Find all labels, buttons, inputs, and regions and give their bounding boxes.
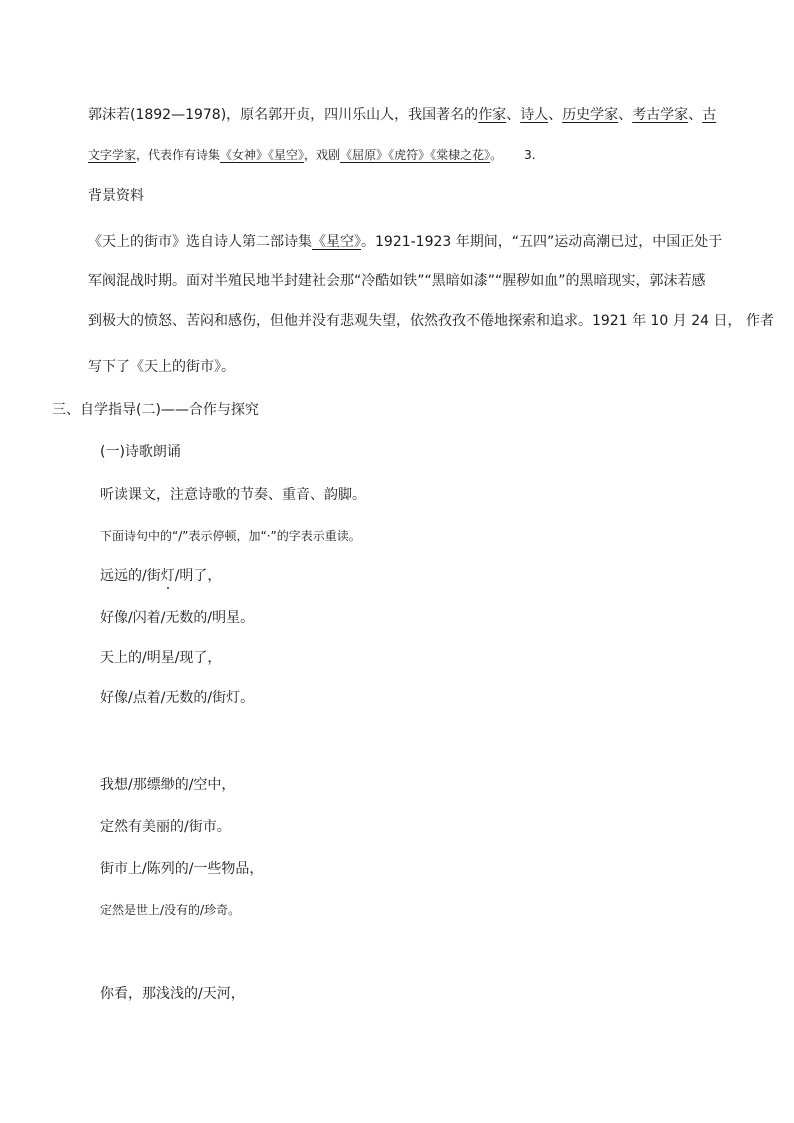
background-line-2: 军阀混战时期。面对半殖民地半封建社会那“冷酷如铁”“黑暗如漆”“腥秽如血”的黑暗现实，郭沫若感: [88, 273, 706, 289]
intro-text: 郭沫若(1892—1978)，原名郭开贞，四川乐山人，我国著名的: [88, 107, 479, 123]
poem-text: 远远的/街: [100, 568, 161, 584]
separator: 、: [618, 107, 633, 123]
poem-line: 街市上/陈列的/一些物品，: [100, 861, 264, 877]
separator: 、: [506, 107, 521, 123]
intro-text: ，代表作有诗集: [136, 148, 221, 162]
poem-line: 定然有美丽的/街市。: [100, 819, 231, 835]
background-text: 《天上的街市》选自诗人第二部诗集: [88, 234, 312, 250]
poem-line: 天上的/明星/现了，: [100, 650, 222, 666]
poetry-works: 《女神》《星空》: [220, 148, 305, 162]
poem-line: 你看，那浅浅的/天河，: [100, 986, 245, 1002]
drama-works: 《屈原》《虎符》《棠棣之花》: [340, 148, 491, 162]
poem-line: 我想/那缥缈的/空中，: [100, 777, 236, 793]
separator: 、: [548, 107, 563, 123]
stressed-char: 灯: [160, 568, 175, 584]
profession-writer: 作家: [478, 107, 507, 123]
poem-line: 定然是世上/没有的/珍奇。: [100, 903, 241, 917]
background-heading: 背景资料: [88, 188, 144, 204]
profession-paleographer-start: 古: [702, 107, 717, 123]
section-heading: 三、自学指导(二)——合作与探究: [52, 402, 259, 418]
background-text: 。1921-1923 年期间，“五四”运动高潮已过，中国正处于: [361, 234, 723, 250]
profession-poet: 诗人: [520, 107, 549, 123]
profession-archaeologist: 考古学家: [632, 107, 689, 123]
poem-line: 好像/点着/无数的/街灯。: [100, 690, 255, 706]
instruction-text: 听读课文，注意诗歌的节奏、重音、韵脚。: [100, 487, 366, 503]
profession-paleographer-end: 文字学家: [88, 148, 137, 162]
profession-historian: 历史学家: [562, 107, 619, 123]
reading-note: 下面诗句中的“/”表示停顿，加“·”的字表示重读。: [100, 529, 361, 543]
separator: 、: [688, 107, 703, 123]
poem-text: /明了，: [174, 568, 222, 584]
intro-line-2: [88, 145, 536, 165]
poem-line: 好像/闪着/无数的/明星。: [100, 610, 255, 626]
intro-line-1: [88, 105, 716, 125]
collection-title: 《星空》: [312, 234, 361, 250]
background-line-1: [88, 232, 722, 252]
subsection-heading: (一)诗歌朗诵: [100, 444, 181, 460]
background-line-3: 到极大的愤怒、苦闷和感伤，但他并没有悲观失望，依然孜孜不倦地探索和追求。1921 年 10 月 24 日， 作者: [88, 313, 774, 329]
intro-text: ，戏剧: [304, 148, 341, 162]
poem-line: [100, 566, 221, 586]
item-number: 3.: [524, 148, 536, 162]
intro-text: 。: [490, 148, 503, 162]
background-line-4: 写下了《天上的街市》。: [88, 359, 235, 375]
